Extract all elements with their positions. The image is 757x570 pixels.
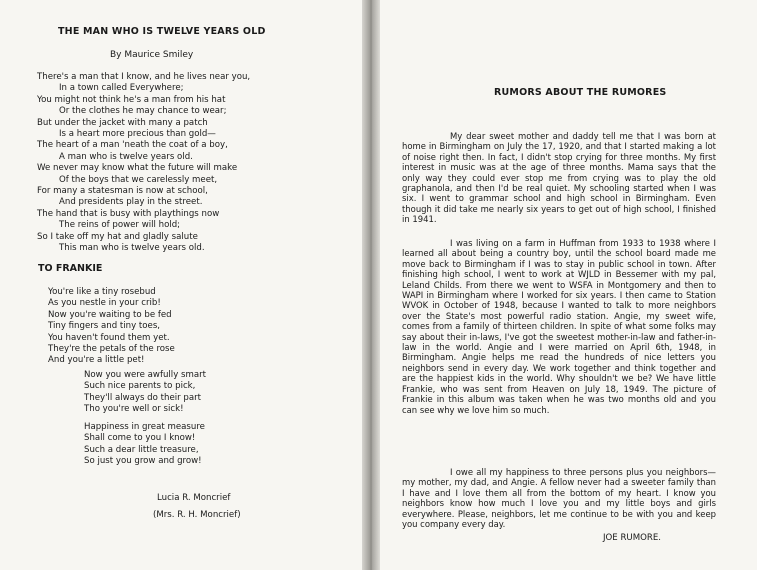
poem-signature: Lucia R. Moncrief [157,493,231,503]
poem-body [37,72,347,255]
article-title: RUMORS ABOUT THE RUMORES [494,87,667,98]
poem-line: And presidents play in the street. [59,197,203,208]
poem-line: Happiness in great measure [84,422,205,432]
poem-stanza-2 [84,370,344,416]
poem-line: Tiny fingers and tiny toes, [48,321,161,332]
poem-line: You're like a tiny rosebud [48,287,156,297]
poem-author: By Maurice Smiley [110,50,194,60]
poem-line: Or the clothes he may chance to wear; [59,106,227,117]
poem-signature-alt: (Mrs. R. H. Moncrief) [153,510,241,520]
left-page [0,0,362,570]
poem-line: Now you're waiting to be fed [48,309,172,320]
poem-line: But under the jacket with many a patch [37,117,208,128]
poem-line: There's a man that I know, and he lives near you, [37,72,251,82]
poem-stanza-1 [48,287,348,367]
poem-line: You might not think he's a man from his hat [37,94,226,105]
poem-line: This man who is twelve years old. [59,243,205,254]
poem-line: So just you grow and grow! [84,456,202,467]
poem-line: In a town called Everywhere; [59,83,184,94]
poem-title-frankie: TO FRANKIE [38,263,103,274]
poem-line: Such nice parents to pick, [84,381,196,392]
poem-line: The hand that is busy with playthings now [37,208,220,219]
paragraph-text: My dear sweet mother and daddy tell me that I was born at home in Birmingham on July the 17, 1920, and that I started making a lot of noise right then. In fact, I didn't stop crying for three months. My first interest in music was at the age of three months. Mama says that the only way they could ever stop me from crying was to play the old graphanola, and then I'd be real quiet. My schooling started when I was six. I went to grammar school and high school in Birmingham. Even though it did take me nearly six years to get out of high school, I finished in 1941. [402,131,716,225]
article-paragraph [402,238,716,415]
poem-line: Such a dear little treasure, [84,444,199,455]
article-paragraph [402,467,716,529]
poem-line: The reins of power will hold; [59,220,181,231]
poem-line: For many a statesman is now at school, [37,186,208,197]
book-gutter [362,0,380,570]
poem-line: So I take off my hat and gladly salute [37,231,198,242]
poem-line: You haven't found them yet. [48,332,170,343]
poem-line: The heart of a man 'neath the coat of a boy, [37,140,228,151]
poem-line: Is a heart more precious than gold— [59,129,216,140]
poem-line: Now you were awfully smart [84,370,207,380]
paragraph-text: I was living on a farm in Huffman from 1933 to 1938 where I learned all about being a country boy, until the school board made me move back to Birmingham if I was to stay in public school in town. After finishing high school, I went to work at WJLD in Bessemer with my pal, Leland Childs. From there we went to WSFA in Montgomery and then to WAPI in Birmingham where I worked for six years. I then came to Station WVOK in October of 1948, because I wanted to talk to more neighbors over the State's most powerful radio station. Angie, my sweet wife, comes from a family of thirteen children. In spite of what some folks may say about their in-laws, I've got the sweetest mother-in-law and father-in-law in the world. Angie and I were married on April 6th, 1948, in Birmingham. Angie helps me read the hundreds of nice letters you neighbors send in every day. We work together and think together and are the happiest kids in the world. Why shouldn't we be? We have little Frankie, who was sent from Heaven on July 18, 1949. The picture of Frankie in this album was taken when he was two months old and you can see why we love him so much. [402,238,716,415]
poem-line: We never may know what the future will make [37,163,238,174]
paragraph-text: I owe all my happiness to three persons plus you neighbors—my mother, my dad, and Angie. A fellow never had a sweeter family than I have and I love them all from the bottom of my heart. I know you neighbors know how much I love you and my little boys and girls everywhere. Please, neighbors, let me continue to be with you and keep you company every day. [402,467,716,530]
poem-stanza-3 [84,422,344,468]
poem-line: Tho you're well or sick! [84,404,184,415]
poem-line: As you nestle in your crib! [48,298,161,309]
poem-line: They'll always do their part [84,392,202,403]
poem-title: THE MAN WHO IS TWELVE YEARS OLD [58,26,266,37]
poem-line: And you're a little pet! [48,355,145,366]
poem-line: A man who is twelve years old. [59,151,193,162]
poem-line: Shall come to you I know! [84,433,196,444]
article-paragraph [402,131,716,225]
poem-line: Of the boys that we carelessly meet, [59,174,218,185]
article-signoff: JOE RUMORE. [603,533,662,543]
poem-line: They're the petals of the rose [48,344,175,355]
